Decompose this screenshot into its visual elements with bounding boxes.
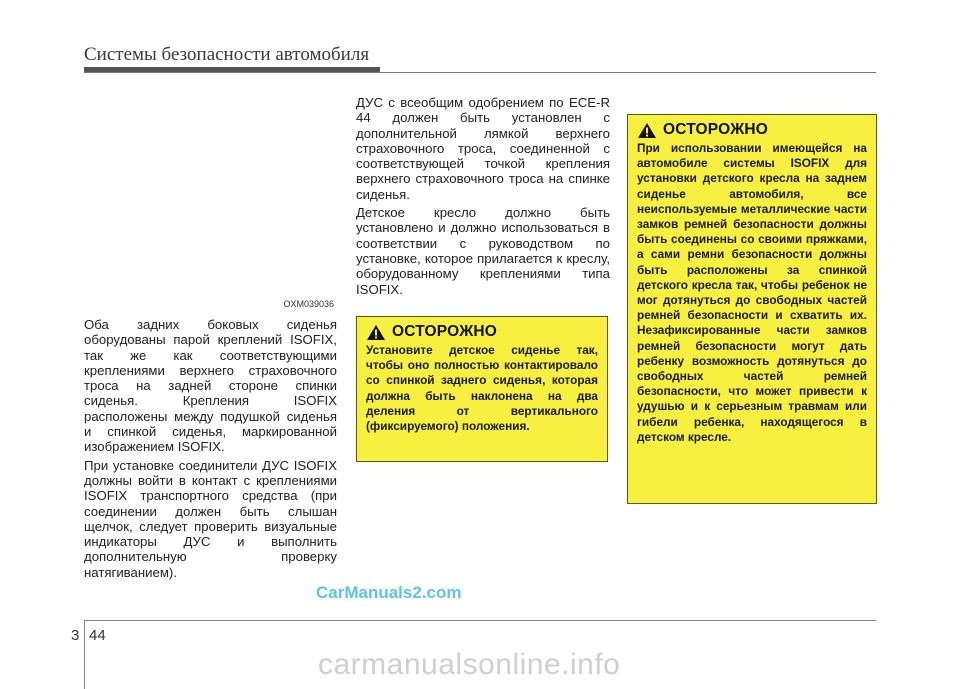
body-column-1	[84, 317, 337, 583]
caution-header	[366, 323, 598, 341]
warning-triangle-icon	[366, 324, 386, 341]
warning-triangle-icon	[637, 122, 657, 139]
figure-code: OXM039036	[283, 299, 334, 309]
caution-text: Установите детское сиденье так, чтобы оно полностью контактировало со спинкой заднего сиденья, которая должна быть наклонена на два деления от вертикального (фиксируемого) положения.	[366, 343, 598, 434]
header-rule	[84, 72, 876, 73]
chapter-number: 3	[71, 627, 80, 644]
caution-title: ОСТОРОЖНО	[663, 121, 769, 138]
paragraph: Детское кресло должно быть установлено и должно использоваться в соответствии с руководством по установке, которое прилагается к креслу, оборудованному креплениями типа ISOFIX.	[356, 205, 610, 297]
page-number-divider	[84, 620, 85, 689]
page-number: 44	[89, 627, 106, 644]
paragraph: ДУС с всеобщим одобрением по ECE-R 44 должен быть установлен с дополнительной лямкой верхнего страховочного троса, соединенной с соответствующей точкой крепления верхнего страховочного троса на спинке сиденья.	[356, 95, 610, 202]
caution-box-2	[627, 114, 877, 504]
caution-header	[637, 121, 867, 139]
paragraph: Оба задних боковых сиденья оборудованы парой креплений ISOFIX, так же как соответствующими креплениями верхнего страховочного троса на задней стороне спинки сиденья. Крепления ISOFIX расположены между подушкой сиденья и спинкой сиденья, маркированной изображением ISOFIX.	[84, 317, 337, 455]
isofix-figure	[84, 89, 338, 309]
caution-text: При использовании имеющейся на автомобиле системы ISOFIX для установки детского кресла на заднем сиденье автомобиля, все неиспользуемые металлические части замков ремней безопасности должны быть соединены со своими пряжками, а сами ремни безопасности должны быть расположены за спинкой детского кресла так, чтобы ребенок не мог дотянуться до свободных частей ремней безопасности и схватить их. Незафиксированные части замков ремней безопасности могут дать ребенку возможность дотянуться до свободных частей ремней безопасности, что может привести к удушью и к серьезным травмам или гибели ребенка, находящегося в детском кресле.	[637, 141, 867, 444]
body-column-2	[356, 95, 610, 300]
caution-title: ОСТОРОЖНО	[392, 323, 498, 340]
paragraph: При установке соединители ДУС ISOFIX должны войти в контакт с креплениями ISOFIX транспортного средства (при соединении должен быть слышан щелчок, следует проверить визуальные индикаторы ДУС и выполнить дополнительную проверку натягиванием).	[84, 457, 337, 580]
section-title: Системы безопасности автомобиля	[84, 44, 370, 65]
watermark-carmanuals2[interactable]: CarManuals2.com	[316, 583, 462, 602]
watermark-carmanualsonline[interactable]: carmanualsonline.info	[318, 648, 621, 681]
footer-rule	[84, 620, 876, 621]
caution-box-1	[356, 316, 608, 462]
